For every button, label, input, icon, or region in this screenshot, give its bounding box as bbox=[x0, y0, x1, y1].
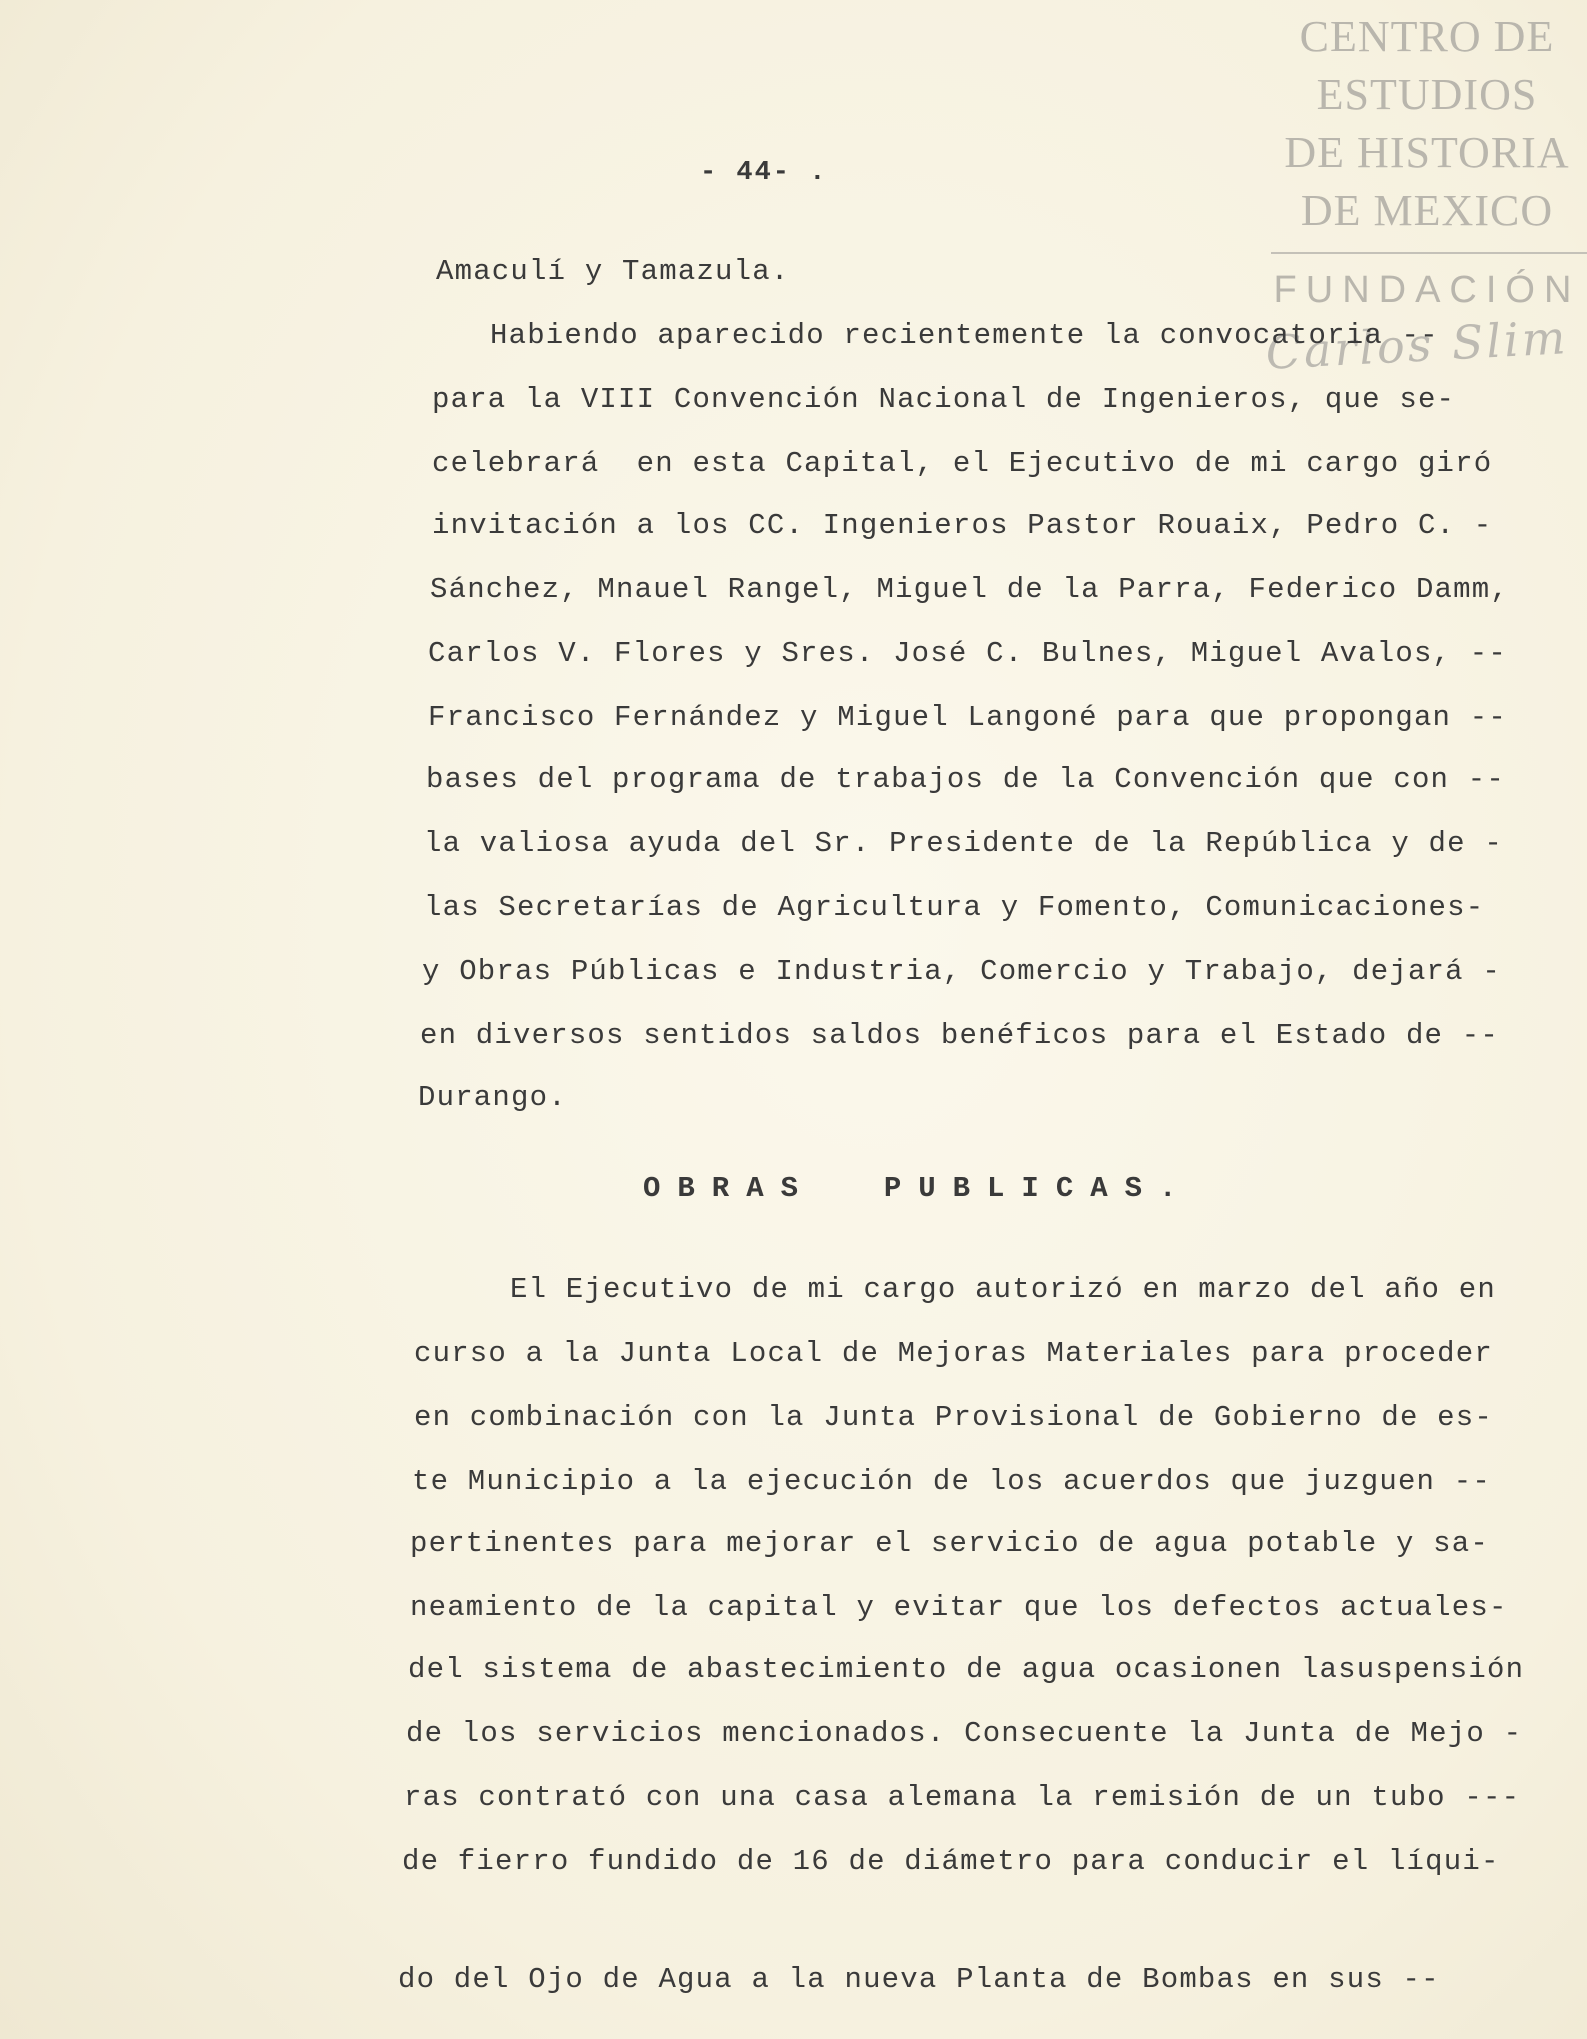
text-line: bases del programa de trabajos de la Convención que con -- bbox=[426, 763, 1505, 796]
watermark-signature: Carlos Slim bbox=[1264, 310, 1570, 380]
text-line: del sistema de abastecimiento de agua ocasionen lasuspensión bbox=[408, 1653, 1525, 1686]
text-line: Amaculí y Tamazula. bbox=[436, 255, 790, 288]
text-line: de los servicios mencionados. Consecuente la Junta de Mejo - bbox=[406, 1717, 1523, 1750]
watermark-line: CENTRO DE bbox=[1299, 12, 1555, 61]
watermark-fundacion: FUNDACIÓN bbox=[1273, 269, 1581, 311]
text-line: do del Ojo de Agua a la nueva Planta de Bombas en sus -- bbox=[398, 1963, 1440, 1996]
text-line: ras contrató con una casa alemana la remisión de un tubo --- bbox=[404, 1781, 1521, 1814]
text-line: Francisco Fernández y Miguel Langoné para que propongan -- bbox=[428, 701, 1507, 734]
page-number: - 44- . bbox=[700, 158, 828, 188]
text-line: Durango. bbox=[418, 1081, 567, 1114]
text-line: celebrará en esta Capital, el Ejecutivo de mi cargo giró bbox=[432, 447, 1493, 480]
text-line: pertinentes para mejorar el servicio de agua potable y sa- bbox=[410, 1527, 1489, 1560]
text-line: de fierro fundido de 16 de diámetro para conducir el líqui- bbox=[402, 1845, 1500, 1878]
section-heading: OBRAS PUBLICAS. bbox=[643, 1172, 1194, 1205]
text-line: y Obras Públicas e Industria, Comercio y Trabajo, dejará - bbox=[422, 955, 1501, 988]
text-line: Sánchez, Mnauel Rangel, Miguel de la Parra, Federico Damm, bbox=[430, 573, 1509, 606]
text-line: neamiento de la capital y evitar que los defectos actuales- bbox=[410, 1591, 1508, 1624]
text-line: para la VIII Convención Nacional de Ingenieros, que se- bbox=[432, 383, 1456, 416]
watermark-line: DE MEXICO bbox=[1300, 186, 1554, 235]
text-line: en combinación con la Junta Provisional de Gobierno de es- bbox=[414, 1401, 1493, 1434]
text-line: Carlos V. Flores y Sres. José C. Bulnes, Miguel Avalos, -- bbox=[428, 637, 1507, 670]
text-line: invitación a los CC. Ingenieros Pastor Rouaix, Pedro C. - bbox=[432, 509, 1493, 542]
text-line: te Municipio a la ejecución de los acuerdos que juzguen -- bbox=[412, 1465, 1491, 1498]
watermark-line: ESTUDIOS bbox=[1316, 70, 1538, 119]
text-line: Habiendo aparecido recientemente la convocatoria -- bbox=[490, 319, 1439, 352]
text-line: las Secretarías de Agricultura y Fomento, Comunicaciones- bbox=[424, 891, 1485, 924]
text-line: en diversos sentidos saldos benéficos para el Estado de -- bbox=[420, 1019, 1499, 1052]
text-line: El Ejecutivo de mi cargo autorizó en marzo del año en bbox=[510, 1273, 1496, 1306]
watermark-line: DE HISTORIA bbox=[1284, 128, 1570, 177]
text-line: curso a la Junta Local de Mejoras Materiales para proceder bbox=[414, 1337, 1493, 1370]
text-line: la valiosa ayuda del Sr. Presidente de la República y de - bbox=[424, 827, 1503, 860]
watermark-divider bbox=[1271, 252, 1587, 254]
